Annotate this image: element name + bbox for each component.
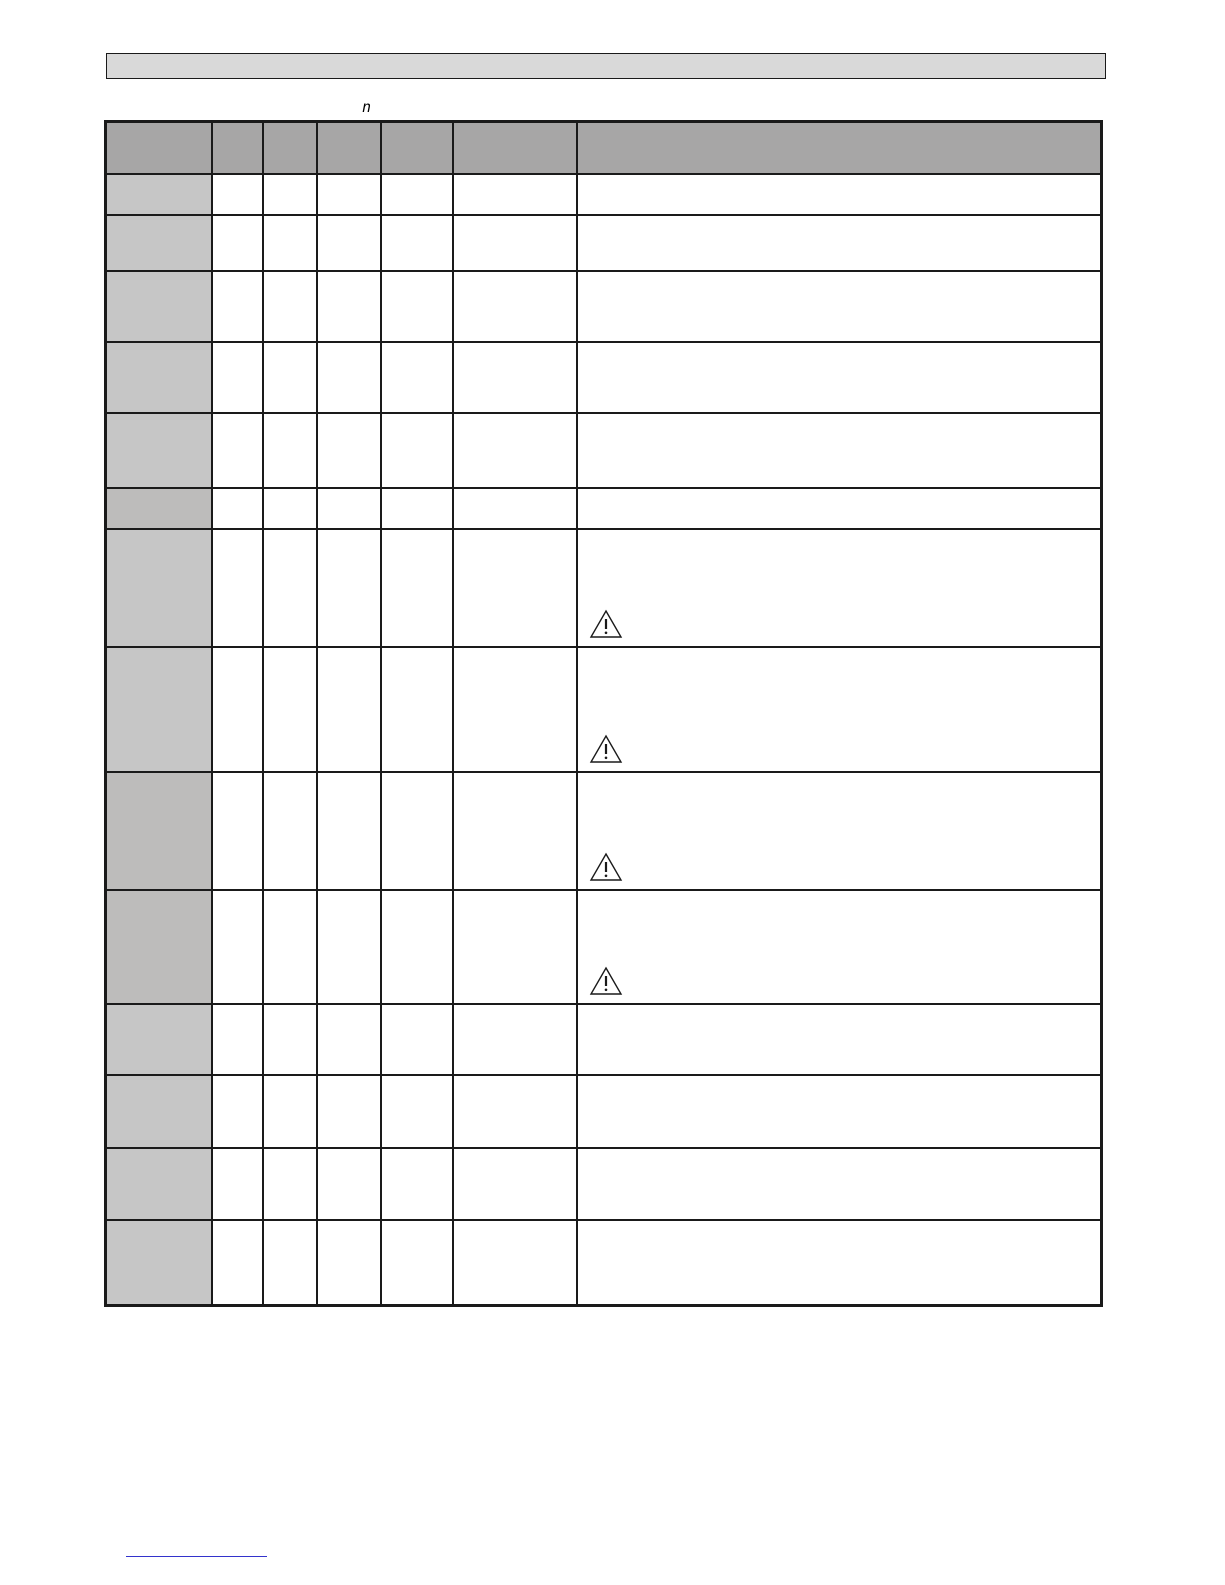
table-cell xyxy=(263,647,317,772)
table-row xyxy=(106,1148,1102,1220)
table-cell xyxy=(453,1075,577,1148)
table-row xyxy=(106,529,1102,647)
table-cell xyxy=(263,271,317,342)
table-cell xyxy=(317,488,381,529)
table-cell xyxy=(577,174,1102,215)
table-cell xyxy=(577,1004,1102,1075)
table-cell xyxy=(317,890,381,1004)
table-cell xyxy=(577,529,1102,647)
table-cell xyxy=(212,1075,263,1148)
display-symbol: n xyxy=(362,98,372,116)
table-cell xyxy=(212,488,263,529)
warning-triangle-icon xyxy=(589,609,623,639)
table-cell xyxy=(577,647,1102,772)
warning-triangle-icon xyxy=(589,966,623,996)
row-label-cell xyxy=(106,529,212,647)
table-cell xyxy=(212,215,263,271)
column-header xyxy=(381,122,453,174)
table-cell xyxy=(453,413,577,488)
table-cell xyxy=(577,215,1102,271)
table-cell xyxy=(577,1220,1102,1306)
table-row xyxy=(106,890,1102,1004)
table-cell xyxy=(453,890,577,1004)
table-cell xyxy=(263,1075,317,1148)
table-cell xyxy=(381,413,453,488)
table-cell xyxy=(453,488,577,529)
table-row xyxy=(106,215,1102,271)
footer-link-underline[interactable] xyxy=(126,1556,267,1557)
table-cell xyxy=(317,413,381,488)
section-title-bar xyxy=(106,53,1106,79)
table-cell xyxy=(263,890,317,1004)
table-cell xyxy=(317,215,381,271)
column-header xyxy=(106,122,212,174)
table-cell xyxy=(212,772,263,890)
row-label-cell xyxy=(106,647,212,772)
table-cell xyxy=(212,174,263,215)
table-cell xyxy=(263,174,317,215)
table-cell xyxy=(577,342,1102,413)
row-label-cell xyxy=(106,342,212,413)
table-cell xyxy=(212,1148,263,1220)
table-cell xyxy=(317,174,381,215)
table-cell xyxy=(212,271,263,342)
table-body xyxy=(106,174,1102,1306)
table-cell xyxy=(263,215,317,271)
table-cell xyxy=(381,174,453,215)
table-row xyxy=(106,413,1102,488)
table-cell xyxy=(212,342,263,413)
row-label-cell xyxy=(106,488,212,529)
table-cell xyxy=(453,342,577,413)
table-cell xyxy=(381,342,453,413)
table-cell xyxy=(577,413,1102,488)
table-cell xyxy=(453,174,577,215)
warning-triangle-icon xyxy=(589,852,623,882)
table-cell xyxy=(381,647,453,772)
table-cell xyxy=(577,488,1102,529)
table-cell xyxy=(381,271,453,342)
table-cell xyxy=(381,1148,453,1220)
table-cell xyxy=(453,647,577,772)
warning-note xyxy=(578,966,1101,1003)
table-cell xyxy=(453,1220,577,1306)
table-row xyxy=(106,1004,1102,1075)
table-cell xyxy=(381,488,453,529)
column-header xyxy=(317,122,381,174)
table-cell xyxy=(263,1004,317,1075)
table-cell xyxy=(212,413,263,488)
row-label-cell xyxy=(106,1148,212,1220)
table-cell xyxy=(212,529,263,647)
table-cell xyxy=(577,271,1102,342)
table-cell xyxy=(263,529,317,647)
table-cell xyxy=(263,413,317,488)
table-cell xyxy=(317,772,381,890)
column-header xyxy=(212,122,263,174)
table-cell xyxy=(381,1220,453,1306)
table-cell xyxy=(317,271,381,342)
table-cell xyxy=(453,772,577,890)
table-cell xyxy=(453,529,577,647)
row-label-cell xyxy=(106,890,212,1004)
warning-note xyxy=(578,609,1101,646)
table-header-row xyxy=(106,122,1102,174)
table-cell xyxy=(381,1004,453,1075)
table-cell xyxy=(212,1220,263,1306)
row-label-cell xyxy=(106,772,212,890)
column-header xyxy=(453,122,577,174)
row-label-cell xyxy=(106,215,212,271)
row-label-cell xyxy=(106,413,212,488)
row-label-cell xyxy=(106,1220,212,1306)
table-cell xyxy=(317,1004,381,1075)
table-row xyxy=(106,647,1102,772)
table-cell xyxy=(381,1075,453,1148)
table-cell xyxy=(263,342,317,413)
table-cell xyxy=(212,1004,263,1075)
warning-note xyxy=(578,852,1101,889)
table-cell xyxy=(263,772,317,890)
table-cell xyxy=(577,1148,1102,1220)
table-cell xyxy=(381,215,453,271)
table-cell xyxy=(317,342,381,413)
table-cell xyxy=(212,890,263,1004)
table-cell xyxy=(577,1075,1102,1148)
table-cell xyxy=(453,215,577,271)
table-row xyxy=(106,1075,1102,1148)
table-cell xyxy=(263,1148,317,1220)
warning-triangle-icon xyxy=(589,734,623,764)
table-cell xyxy=(453,1004,577,1075)
column-header xyxy=(263,122,317,174)
table-row xyxy=(106,271,1102,342)
row-label-cell xyxy=(106,1075,212,1148)
table-row xyxy=(106,1220,1102,1306)
table-cell xyxy=(317,1075,381,1148)
table-cell xyxy=(317,647,381,772)
table-row xyxy=(106,174,1102,215)
column-header xyxy=(577,122,1102,174)
table-cell xyxy=(453,271,577,342)
table-cell xyxy=(381,772,453,890)
table-cell xyxy=(381,529,453,647)
table-cell xyxy=(263,1220,317,1306)
parameter-table xyxy=(104,120,1103,1307)
table-row xyxy=(106,488,1102,529)
warning-note xyxy=(578,734,1101,771)
row-label-cell xyxy=(106,271,212,342)
table-cell xyxy=(577,772,1102,890)
table-cell xyxy=(577,890,1102,1004)
table-cell xyxy=(453,1148,577,1220)
table-cell xyxy=(317,1220,381,1306)
table-row xyxy=(106,342,1102,413)
table-cell xyxy=(263,488,317,529)
row-label-cell xyxy=(106,1004,212,1075)
table-cell xyxy=(381,890,453,1004)
row-label-cell xyxy=(106,174,212,215)
table-cell xyxy=(212,647,263,772)
table-cell xyxy=(317,1148,381,1220)
table-cell xyxy=(317,529,381,647)
table-row xyxy=(106,772,1102,890)
